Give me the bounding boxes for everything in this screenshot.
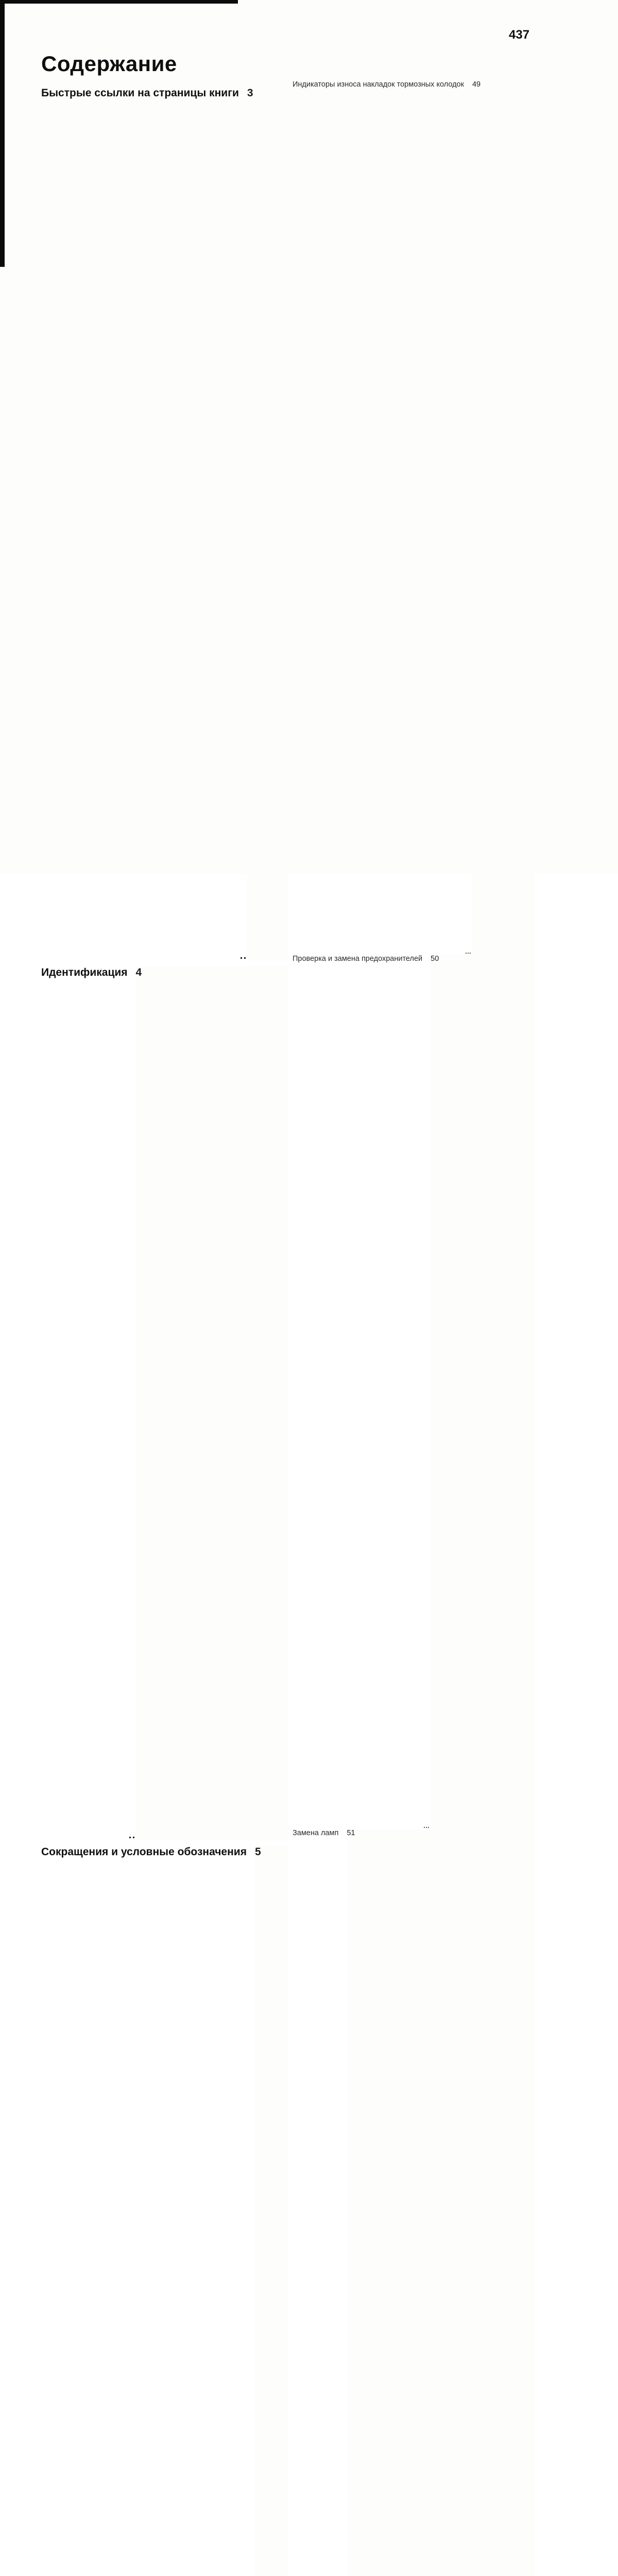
toc-entry-label: Быстрые ссылки на страницы книги xyxy=(41,87,239,99)
toc-entry-label: Индикаторы износа накладок тормозных колодок xyxy=(293,80,464,89)
toc-entry-page: 51 xyxy=(347,1829,535,2576)
dot-leader xyxy=(129,1837,134,1838)
toc-entry xyxy=(41,966,287,1840)
toc-entry xyxy=(293,1829,535,2576)
toc-entry-page: 5 xyxy=(255,1845,287,2576)
toc-entry-label: Сокращения и условные обозначения xyxy=(41,1846,247,1858)
toc-entry-row xyxy=(41,87,287,961)
toc-entry xyxy=(293,955,535,1829)
toc-entry-label: Идентификация xyxy=(41,967,128,978)
toc-right-column xyxy=(293,80,535,2576)
toc-entry-page: 4 xyxy=(136,966,287,1840)
scan-artifact-top-edge xyxy=(0,0,238,4)
dot-leader xyxy=(424,1827,429,1828)
dot-leader xyxy=(241,957,246,959)
toc-entry-row xyxy=(293,80,535,955)
toc-entry-page: 49 xyxy=(472,80,535,955)
toc-entry-page: 50 xyxy=(431,955,535,1829)
page-title: Содержание xyxy=(41,52,177,76)
toc-entry xyxy=(41,1845,287,2576)
toc-entry-row xyxy=(41,966,287,1840)
toc-entry-row xyxy=(41,1845,287,2576)
left-column-entries xyxy=(41,87,287,2576)
toc-entry-label: Замена ламп xyxy=(293,1829,339,1837)
scan-artifact-left-edge xyxy=(0,0,5,267)
toc-entry-row xyxy=(293,1829,535,2576)
toc-entry xyxy=(41,87,287,961)
dot-leader xyxy=(466,953,471,954)
toc-entry-page: 3 xyxy=(247,87,287,961)
toc-entry xyxy=(293,80,535,955)
right-column-entries xyxy=(293,80,535,2576)
toc-left-column xyxy=(41,52,287,2576)
toc-entry-label: Проверка и замена предохранителей xyxy=(293,955,423,963)
toc-entry-row xyxy=(293,955,535,1829)
page-number: 437 xyxy=(509,28,530,42)
